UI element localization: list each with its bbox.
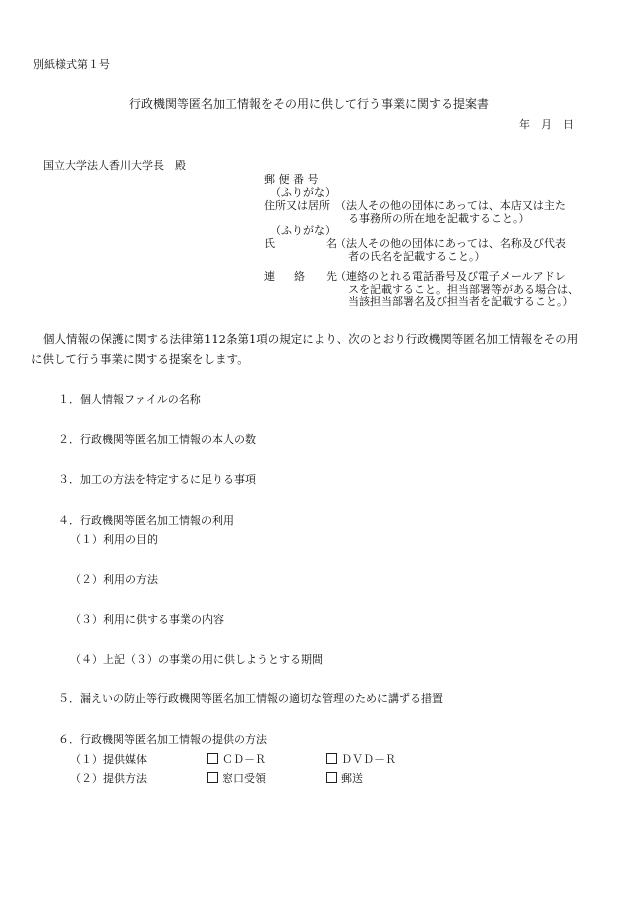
contact-label-2: 絡 — [294, 270, 305, 283]
address-note-cont: る事務所の所在地を記載すること。） — [348, 212, 530, 225]
method-counter-label: 窓口受領 — [222, 772, 266, 785]
document-title: 行政機関等匿名加工情報をその用に供して行う事業に関する提案書 — [129, 97, 490, 111]
checkbox-icon[interactable] — [326, 753, 337, 764]
contact-note: （連絡のとれる電話番号及び電子メールアドレ — [335, 270, 566, 283]
contact-note-cont: スを記載すること。担当部署等がある場合は、 — [348, 283, 579, 296]
item-6: ６．行政機関等匿名加工情報の提供の方法 — [58, 733, 267, 746]
address-note: （法人その他の団体にあっては、本店又は主た — [335, 199, 566, 212]
method-mail-option[interactable] — [326, 772, 363, 786]
media-cd-label: ＣＤ－Ｒ — [222, 753, 266, 766]
item-4-1: （１）利用の目的 — [70, 533, 158, 546]
date-field: 年 月 日 — [519, 118, 574, 131]
item-1: １．個人情報ファイルの名称 — [58, 393, 201, 406]
form-number: 別紙様式第１号 — [33, 58, 110, 71]
checkbox-icon[interactable] — [207, 772, 218, 783]
body-paragraph-line: 個人情報の保護に関する法律第112条第1項の規定により、次のとおり行政機関等匿名加工情報をその用 — [43, 332, 579, 346]
item-2: ２．行政機関等匿名加工情報の本人の数 — [58, 433, 256, 446]
furigana-label: （ふりがな） — [270, 224, 336, 237]
item-3: ３．加工の方法を特定するに足りる事項 — [58, 473, 256, 486]
item-6-1: （１）提供媒体 — [70, 753, 147, 766]
item-6-2: （２）提供方法 — [70, 772, 147, 785]
name-label-2: 名 — [326, 237, 337, 250]
item-4-4: （４）上記（３）の事業の用に供しようとする期間 — [70, 653, 323, 666]
contact-label-3: 先 — [326, 270, 337, 283]
body-paragraph-line: に供して行う事業に関する提案をします。 — [31, 352, 249, 366]
name-note-cont: 者の氏名を記載すること。） — [348, 250, 486, 263]
contact-note-cont: 当該担当部署名及び担当者を記載すること。） — [348, 295, 574, 308]
contact-label: 連 — [264, 270, 275, 283]
method-mail-label: 郵送 — [341, 772, 363, 785]
checkbox-icon[interactable] — [207, 753, 218, 764]
name-note: （法人その他の団体にあっては、名称及び代表 — [335, 237, 566, 250]
address-label: 住所又は居所 — [264, 199, 330, 212]
postal-code-label: 郵 便 番 号 — [264, 173, 319, 186]
media-cd-option[interactable] — [207, 753, 266, 767]
item-4-3: （３）利用に供する事業の内容 — [70, 613, 224, 626]
method-counter-option[interactable] — [207, 772, 266, 786]
item-4-2: （２）利用の方法 — [70, 573, 158, 586]
furigana-label: （ふりがな） — [270, 186, 336, 199]
media-dvd-label: ＤＶＤ－Ｒ — [341, 753, 396, 766]
checkbox-icon[interactable] — [326, 772, 337, 783]
name-label: 氏 — [264, 237, 275, 250]
media-dvd-option[interactable] — [326, 753, 396, 767]
addressee: 国立大学法人香川大学長 殿 — [43, 159, 186, 172]
item-5: ５．漏えいの防止等行政機関等匿名加工情報の適切な管理のために講ずる措置 — [58, 692, 443, 705]
item-4: ４．行政機関等匿名加工情報の利用 — [58, 514, 234, 527]
